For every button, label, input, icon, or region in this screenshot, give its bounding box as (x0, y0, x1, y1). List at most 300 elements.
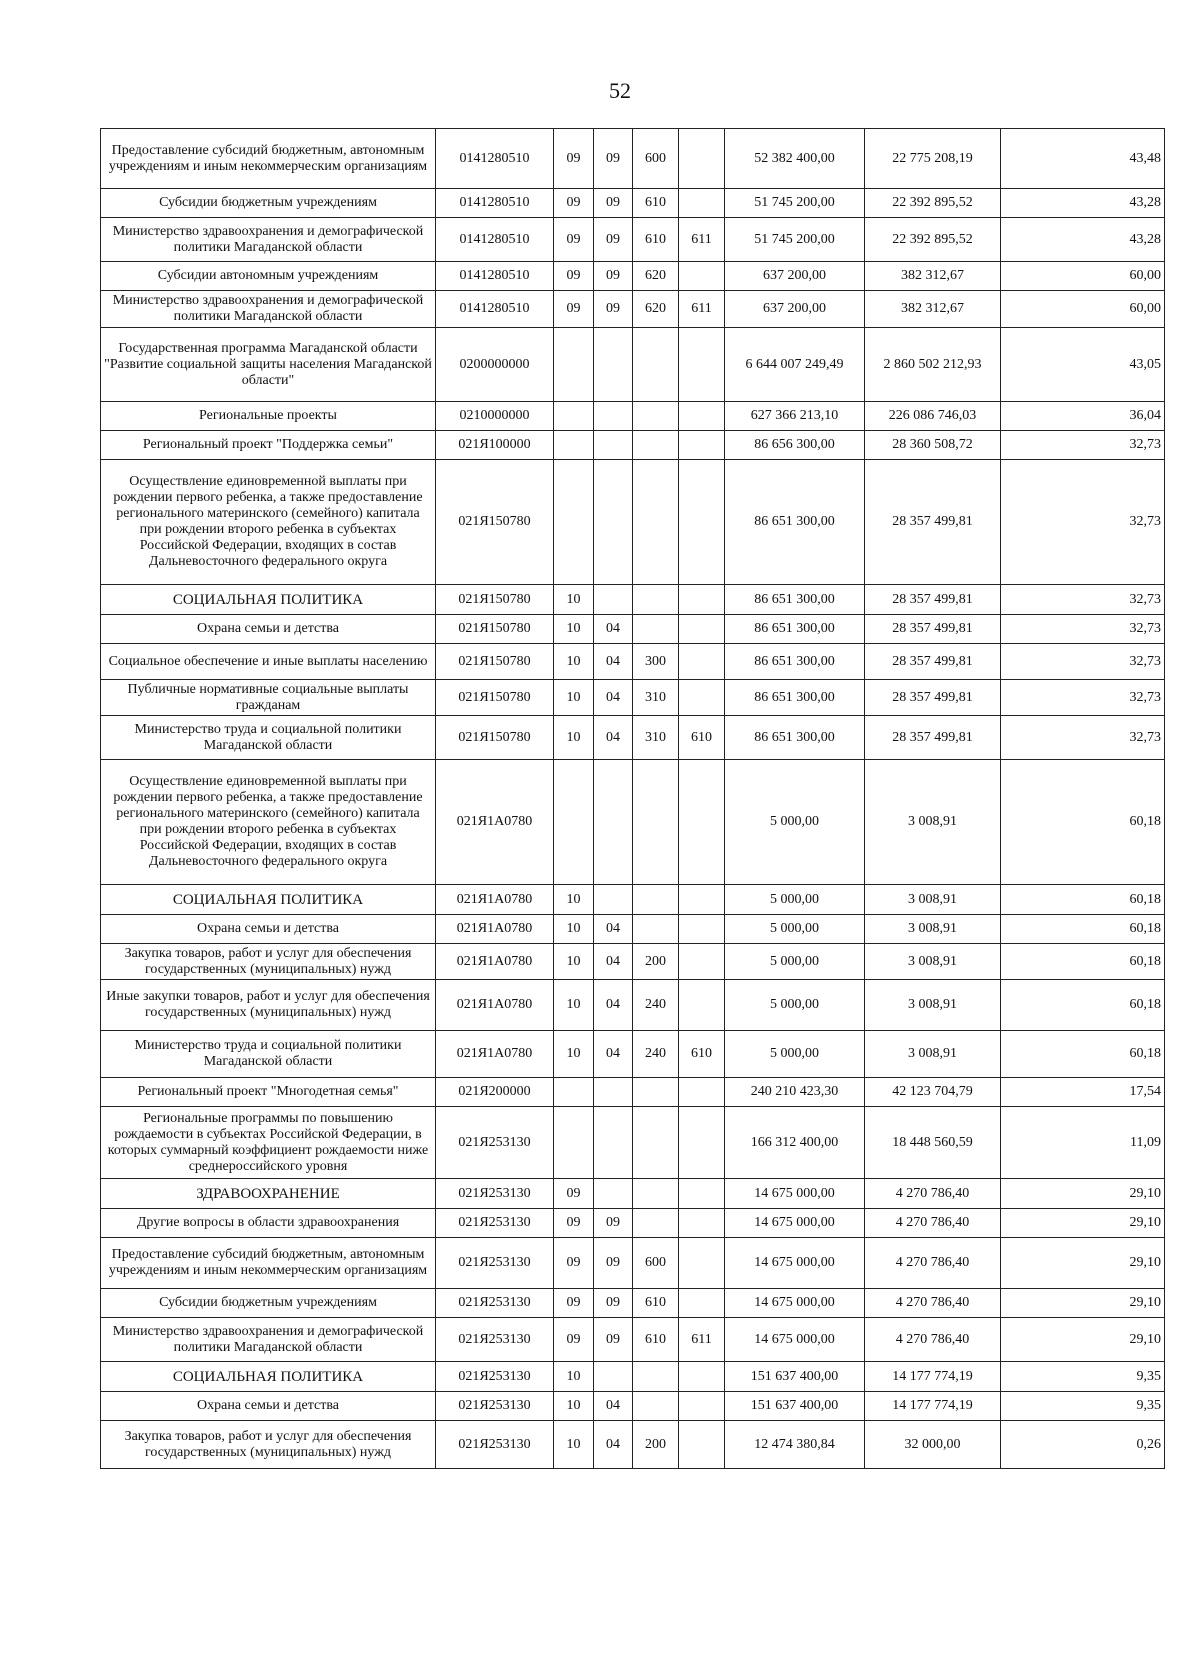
row-section: 09 (554, 1289, 594, 1318)
table-row (101, 680, 1165, 716)
row-admin-code (679, 129, 725, 189)
row-admin-code: 610 (679, 1031, 725, 1078)
row-actual-amount: 3 008,91 (865, 980, 1001, 1031)
table-row (101, 915, 1165, 944)
table-row (101, 885, 1165, 915)
row-section: 09 (554, 291, 594, 328)
row-target-code: 0141280510 (436, 262, 554, 291)
row-actual-amount: 4 270 786,40 (865, 1289, 1001, 1318)
row-expense-type (633, 402, 679, 431)
row-name: Министерство здравоохранения и демографической политики Магаданской области (101, 218, 436, 262)
row-plan-amount: 151 637 400,00 (725, 1392, 865, 1421)
row-actual-amount: 382 312,67 (865, 262, 1001, 291)
row-percent: 0,26 (1001, 1421, 1165, 1469)
row-subsection (594, 1362, 633, 1392)
row-target-code: 021Я150780 (436, 460, 554, 585)
row-expense-type (633, 328, 679, 402)
table-row (101, 1362, 1165, 1392)
row-expense-type (633, 1107, 679, 1179)
row-name: Осуществление единовременной выплаты при рождении первого ребенка, а также предоставление регионального материнского (семейного) капитала при рождении второго ребенка в субъектах Российской Федерации, входящих в состав Дальневосточного федерального округа (101, 460, 436, 585)
row-admin-code (679, 585, 725, 615)
row-subsection: 04 (594, 680, 633, 716)
row-percent: 32,73 (1001, 615, 1165, 644)
row-name: Министерство здравоохранения и демографической политики Магаданской области (101, 1318, 436, 1362)
row-actual-amount: 4 270 786,40 (865, 1318, 1001, 1362)
row-subsection: 04 (594, 944, 633, 980)
row-expense-type: 610 (633, 189, 679, 218)
row-plan-amount: 51 745 200,00 (725, 218, 865, 262)
row-plan-amount: 14 675 000,00 (725, 1289, 865, 1318)
row-admin-code (679, 680, 725, 716)
row-expense-type: 310 (633, 716, 679, 760)
row-target-code: 021Я1А0780 (436, 885, 554, 915)
row-section: 10 (554, 716, 594, 760)
row-expense-type: 310 (633, 680, 679, 716)
row-section: 10 (554, 1421, 594, 1469)
row-plan-amount: 637 200,00 (725, 262, 865, 291)
row-subsection: 09 (594, 218, 633, 262)
row-admin-code (679, 1362, 725, 1392)
row-admin-code (679, 1421, 725, 1469)
row-percent: 32,73 (1001, 431, 1165, 460)
row-percent: 60,00 (1001, 291, 1165, 328)
row-section: 10 (554, 885, 594, 915)
row-target-code: 0210000000 (436, 402, 554, 431)
row-admin-code (679, 915, 725, 944)
row-plan-amount: 166 312 400,00 (725, 1107, 865, 1179)
row-name: ЗДРАВООХРАНЕНИЕ (101, 1179, 436, 1209)
row-section (554, 328, 594, 402)
row-expense-type (633, 1078, 679, 1107)
row-plan-amount: 86 651 300,00 (725, 460, 865, 585)
row-expense-type: 610 (633, 1318, 679, 1362)
row-subsection (594, 585, 633, 615)
table-row (101, 1318, 1165, 1362)
row-expense-type: 610 (633, 1289, 679, 1318)
table-row (101, 328, 1165, 402)
row-expense-type: 300 (633, 644, 679, 680)
table-row (101, 1209, 1165, 1238)
row-subsection (594, 885, 633, 915)
row-target-code: 021Я253130 (436, 1289, 554, 1318)
row-plan-amount: 86 651 300,00 (725, 644, 865, 680)
row-admin-code (679, 1078, 725, 1107)
row-section: 09 (554, 1238, 594, 1289)
table-row (101, 1107, 1165, 1179)
row-section: 09 (554, 262, 594, 291)
row-expense-type (633, 585, 679, 615)
row-expense-type (633, 1392, 679, 1421)
row-target-code: 021Я150780 (436, 716, 554, 760)
row-section: 10 (554, 680, 594, 716)
row-target-code: 021Я253130 (436, 1318, 554, 1362)
row-percent: 60,18 (1001, 980, 1165, 1031)
row-section: 09 (554, 129, 594, 189)
row-subsection: 04 (594, 915, 633, 944)
table-row (101, 585, 1165, 615)
row-admin-code (679, 885, 725, 915)
row-subsection: 09 (594, 1209, 633, 1238)
row-subsection: 09 (594, 189, 633, 218)
row-plan-amount: 627 366 213,10 (725, 402, 865, 431)
row-section: 10 (554, 644, 594, 680)
row-expense-type: 200 (633, 944, 679, 980)
row-name: Министерство труда и социальной политики Магаданской области (101, 1031, 436, 1078)
row-target-code: 021Я1А0780 (436, 944, 554, 980)
row-section: 10 (554, 1362, 594, 1392)
row-subsection: 04 (594, 644, 633, 680)
row-plan-amount: 14 675 000,00 (725, 1209, 865, 1238)
row-name: Социальное обеспечение и иные выплаты населению (101, 644, 436, 680)
row-name: СОЦИАЛЬНАЯ ПОЛИТИКА (101, 585, 436, 615)
row-percent: 60,18 (1001, 915, 1165, 944)
row-subsection: 04 (594, 1031, 633, 1078)
row-target-code: 0141280510 (436, 189, 554, 218)
row-subsection (594, 1078, 633, 1107)
row-section: 09 (554, 189, 594, 218)
row-percent: 29,10 (1001, 1209, 1165, 1238)
table-row (101, 944, 1165, 980)
row-plan-amount: 637 200,00 (725, 291, 865, 328)
row-subsection (594, 402, 633, 431)
row-percent: 32,73 (1001, 585, 1165, 615)
row-plan-amount: 51 745 200,00 (725, 189, 865, 218)
row-section (554, 402, 594, 431)
row-admin-code (679, 1289, 725, 1318)
row-percent: 32,73 (1001, 644, 1165, 680)
row-actual-amount: 22 392 895,52 (865, 218, 1001, 262)
row-plan-amount: 86 656 300,00 (725, 431, 865, 460)
row-name: Предоставление субсидий бюджетным, автономным учреждениям и иным некоммерческим организациям (101, 1238, 436, 1289)
row-name: Государственная программа Магаданской области "Развитие социальной защиты населения Магаданской области" (101, 328, 436, 402)
row-plan-amount: 5 000,00 (725, 760, 865, 885)
table-row (101, 431, 1165, 460)
row-target-code: 021Я150780 (436, 644, 554, 680)
row-subsection (594, 328, 633, 402)
row-target-code: 0141280510 (436, 218, 554, 262)
row-percent: 43,05 (1001, 328, 1165, 402)
row-name: Министерство труда и социальной политики Магаданской области (101, 716, 436, 760)
row-actual-amount: 28 357 499,81 (865, 716, 1001, 760)
row-plan-amount: 5 000,00 (725, 915, 865, 944)
row-plan-amount: 14 675 000,00 (725, 1318, 865, 1362)
row-plan-amount: 14 675 000,00 (725, 1179, 865, 1209)
row-actual-amount: 28 357 499,81 (865, 644, 1001, 680)
row-actual-amount: 3 008,91 (865, 760, 1001, 885)
row-target-code: 021Я200000 (436, 1078, 554, 1107)
row-name: Осуществление единовременной выплаты при рождении первого ребенка, а также предоставление регионального материнского (семейного) капитала при рождении второго ребенка в субъектах Российской Федерации, входящих в состав Дальневосточного федерального округа (101, 760, 436, 885)
row-percent: 11,09 (1001, 1107, 1165, 1179)
table-row (101, 189, 1165, 218)
table-row (101, 760, 1165, 885)
row-expense-type (633, 915, 679, 944)
row-name: Региональный проект "Поддержка семьи" (101, 431, 436, 460)
table-row (101, 615, 1165, 644)
table-row (101, 1179, 1165, 1209)
row-expense-type (633, 431, 679, 460)
row-section (554, 1078, 594, 1107)
row-subsection: 09 (594, 129, 633, 189)
table-row (101, 402, 1165, 431)
row-actual-amount: 4 270 786,40 (865, 1209, 1001, 1238)
row-percent: 32,73 (1001, 680, 1165, 716)
row-percent: 60,18 (1001, 944, 1165, 980)
row-section: 10 (554, 944, 594, 980)
row-admin-code: 611 (679, 291, 725, 328)
row-actual-amount: 32 000,00 (865, 1421, 1001, 1469)
table-row (101, 291, 1165, 328)
row-target-code: 021Я1А0780 (436, 760, 554, 885)
row-plan-amount: 86 651 300,00 (725, 585, 865, 615)
row-name: Охрана семьи и детства (101, 1392, 436, 1421)
budget-table-body (101, 129, 1165, 1469)
row-target-code: 021Я253130 (436, 1421, 554, 1469)
row-subsection: 04 (594, 980, 633, 1031)
row-admin-code (679, 644, 725, 680)
row-plan-amount: 5 000,00 (725, 885, 865, 915)
table-row (101, 1421, 1165, 1469)
row-actual-amount: 28 357 499,81 (865, 615, 1001, 644)
row-target-code: 021Я150780 (436, 680, 554, 716)
row-target-code: 021Я253130 (436, 1392, 554, 1421)
table-row (101, 218, 1165, 262)
row-target-code: 021Я253130 (436, 1362, 554, 1392)
row-name: Министерство здравоохранения и демографической политики Магаданской области (101, 291, 436, 328)
row-section (554, 1107, 594, 1179)
row-plan-amount: 12 474 380,84 (725, 1421, 865, 1469)
row-target-code: 021Я150780 (436, 615, 554, 644)
row-target-code: 021Я1А0780 (436, 980, 554, 1031)
row-subsection (594, 431, 633, 460)
row-section: 10 (554, 585, 594, 615)
row-name: Региональные проекты (101, 402, 436, 431)
row-subsection: 04 (594, 1392, 633, 1421)
row-subsection: 09 (594, 291, 633, 328)
row-percent: 36,04 (1001, 402, 1165, 431)
row-subsection (594, 760, 633, 885)
row-admin-code (679, 1238, 725, 1289)
table-row (101, 460, 1165, 585)
row-percent: 9,35 (1001, 1362, 1165, 1392)
row-section: 09 (554, 1318, 594, 1362)
row-section: 10 (554, 915, 594, 944)
row-target-code: 021Я100000 (436, 431, 554, 460)
table-row (101, 1238, 1165, 1289)
row-subsection: 04 (594, 716, 633, 760)
row-target-code: 021Я150780 (436, 585, 554, 615)
table-row (101, 1392, 1165, 1421)
row-plan-amount: 14 675 000,00 (725, 1238, 865, 1289)
row-plan-amount: 52 382 400,00 (725, 129, 865, 189)
row-target-code: 021Я253130 (436, 1209, 554, 1238)
table-row (101, 1078, 1165, 1107)
row-percent: 17,54 (1001, 1078, 1165, 1107)
row-admin-code (679, 980, 725, 1031)
row-name: Региональный проект "Многодетная семья" (101, 1078, 436, 1107)
row-name: Предоставление субсидий бюджетным, автономным учреждениям и иным некоммерческим организациям (101, 129, 436, 189)
row-expense-type (633, 460, 679, 585)
row-subsection: 04 (594, 615, 633, 644)
row-name: Закупка товаров, работ и услуг для обеспечения государственных (муниципальных) нужд (101, 944, 436, 980)
row-expense-type: 610 (633, 218, 679, 262)
row-actual-amount: 2 860 502 212,93 (865, 328, 1001, 402)
row-expense-type: 200 (633, 1421, 679, 1469)
row-section (554, 431, 594, 460)
row-admin-code (679, 1107, 725, 1179)
row-expense-type (633, 1179, 679, 1209)
row-admin-code (679, 328, 725, 402)
row-percent: 60,18 (1001, 885, 1165, 915)
row-plan-amount: 5 000,00 (725, 980, 865, 1031)
row-expense-type (633, 1209, 679, 1238)
row-percent: 32,73 (1001, 460, 1165, 585)
row-actual-amount: 18 448 560,59 (865, 1107, 1001, 1179)
row-plan-amount: 86 651 300,00 (725, 716, 865, 760)
row-actual-amount: 226 086 746,03 (865, 402, 1001, 431)
row-expense-type (633, 885, 679, 915)
row-name: Другие вопросы в области здравоохранения (101, 1209, 436, 1238)
row-name: Охрана семьи и детства (101, 615, 436, 644)
row-subsection: 09 (594, 262, 633, 291)
table-row (101, 980, 1165, 1031)
row-subsection (594, 460, 633, 585)
row-percent: 32,73 (1001, 716, 1165, 760)
row-admin-code (679, 760, 725, 885)
row-section: 10 (554, 1031, 594, 1078)
row-actual-amount: 3 008,91 (865, 1031, 1001, 1078)
row-admin-code (679, 615, 725, 644)
row-admin-code (679, 431, 725, 460)
row-plan-amount: 5 000,00 (725, 944, 865, 980)
row-section: 09 (554, 1209, 594, 1238)
table-row (101, 716, 1165, 760)
row-name: Субсидии автономным учреждениям (101, 262, 436, 291)
row-subsection (594, 1107, 633, 1179)
row-target-code: 021Я253130 (436, 1238, 554, 1289)
row-expense-type: 600 (633, 129, 679, 189)
row-admin-code (679, 1209, 725, 1238)
page-number: 52 (609, 78, 631, 103)
row-plan-amount: 86 651 300,00 (725, 680, 865, 716)
row-actual-amount: 22 775 208,19 (865, 129, 1001, 189)
row-admin-code (679, 402, 725, 431)
row-target-code: 021Я1А0780 (436, 1031, 554, 1078)
table-row (101, 129, 1165, 189)
row-section: 09 (554, 1179, 594, 1209)
row-percent: 9,35 (1001, 1392, 1165, 1421)
row-name: Субсидии бюджетным учреждениям (101, 189, 436, 218)
row-admin-code (679, 944, 725, 980)
row-percent: 29,10 (1001, 1179, 1165, 1209)
budget-table (100, 128, 1165, 1469)
row-plan-amount: 6 644 007 249,49 (725, 328, 865, 402)
row-subsection: 09 (594, 1238, 633, 1289)
row-percent: 43,28 (1001, 218, 1165, 262)
row-percent: 29,10 (1001, 1238, 1165, 1289)
row-percent: 29,10 (1001, 1289, 1165, 1318)
row-section: 10 (554, 1392, 594, 1421)
row-expense-type: 620 (633, 262, 679, 291)
row-admin-code (679, 189, 725, 218)
table-row (101, 1031, 1165, 1078)
table-row (101, 262, 1165, 291)
row-actual-amount: 14 177 774,19 (865, 1362, 1001, 1392)
row-admin-code: 611 (679, 218, 725, 262)
row-percent: 43,48 (1001, 129, 1165, 189)
row-subsection: 04 (594, 1421, 633, 1469)
row-percent: 60,18 (1001, 760, 1165, 885)
row-name: Охрана семьи и детства (101, 915, 436, 944)
row-actual-amount: 22 392 895,52 (865, 189, 1001, 218)
row-plan-amount: 86 651 300,00 (725, 615, 865, 644)
row-target-code: 021Я253130 (436, 1179, 554, 1209)
row-admin-code (679, 460, 725, 585)
row-admin-code (679, 1392, 725, 1421)
row-percent: 60,00 (1001, 262, 1165, 291)
row-target-code: 0141280510 (436, 129, 554, 189)
row-name: Субсидии бюджетным учреждениям (101, 1289, 436, 1318)
row-target-code: 0200000000 (436, 328, 554, 402)
row-actual-amount: 3 008,91 (865, 915, 1001, 944)
row-section (554, 460, 594, 585)
row-section: 10 (554, 615, 594, 644)
row-actual-amount: 3 008,91 (865, 885, 1001, 915)
row-name: Закупка товаров, работ и услуг для обеспечения государственных (муниципальных) нужд (101, 1421, 436, 1469)
row-expense-type (633, 760, 679, 885)
row-actual-amount: 28 360 508,72 (865, 431, 1001, 460)
row-subsection: 09 (594, 1318, 633, 1362)
row-target-code: 0141280510 (436, 291, 554, 328)
row-expense-type: 240 (633, 980, 679, 1031)
row-actual-amount: 382 312,67 (865, 291, 1001, 328)
row-actual-amount: 28 357 499,81 (865, 680, 1001, 716)
row-admin-code (679, 1179, 725, 1209)
row-expense-type (633, 1362, 679, 1392)
row-plan-amount: 240 210 423,30 (725, 1078, 865, 1107)
table-row (101, 1289, 1165, 1318)
row-actual-amount: 3 008,91 (865, 944, 1001, 980)
row-name: Региональные программы по повышению рождаемости в субъектах Российской Федерации, в которых суммарный коэффициент рождаемости ниже среднероссийского уровня (101, 1107, 436, 1179)
row-section: 10 (554, 980, 594, 1031)
row-expense-type: 600 (633, 1238, 679, 1289)
row-plan-amount: 5 000,00 (725, 1031, 865, 1078)
row-percent: 43,28 (1001, 189, 1165, 218)
table-row (101, 644, 1165, 680)
row-expense-type (633, 615, 679, 644)
row-section: 09 (554, 218, 594, 262)
row-name: СОЦИАЛЬНАЯ ПОЛИТИКА (101, 885, 436, 915)
row-name: Публичные нормативные социальные выплаты гражданам (101, 680, 436, 716)
row-subsection: 09 (594, 1289, 633, 1318)
row-target-code: 021Я1А0780 (436, 915, 554, 944)
row-section (554, 760, 594, 885)
row-admin-code: 611 (679, 1318, 725, 1362)
row-actual-amount: 42 123 704,79 (865, 1078, 1001, 1107)
row-actual-amount: 4 270 786,40 (865, 1179, 1001, 1209)
row-actual-amount: 28 357 499,81 (865, 585, 1001, 615)
row-plan-amount: 151 637 400,00 (725, 1362, 865, 1392)
row-name: СОЦИАЛЬНАЯ ПОЛИТИКА (101, 1362, 436, 1392)
row-target-code: 021Я253130 (436, 1107, 554, 1179)
row-actual-amount: 4 270 786,40 (865, 1238, 1001, 1289)
row-actual-amount: 14 177 774,19 (865, 1392, 1001, 1421)
row-admin-code: 610 (679, 716, 725, 760)
row-expense-type: 620 (633, 291, 679, 328)
row-subsection (594, 1179, 633, 1209)
row-percent: 60,18 (1001, 1031, 1165, 1078)
row-actual-amount: 28 357 499,81 (865, 460, 1001, 585)
row-expense-type: 240 (633, 1031, 679, 1078)
